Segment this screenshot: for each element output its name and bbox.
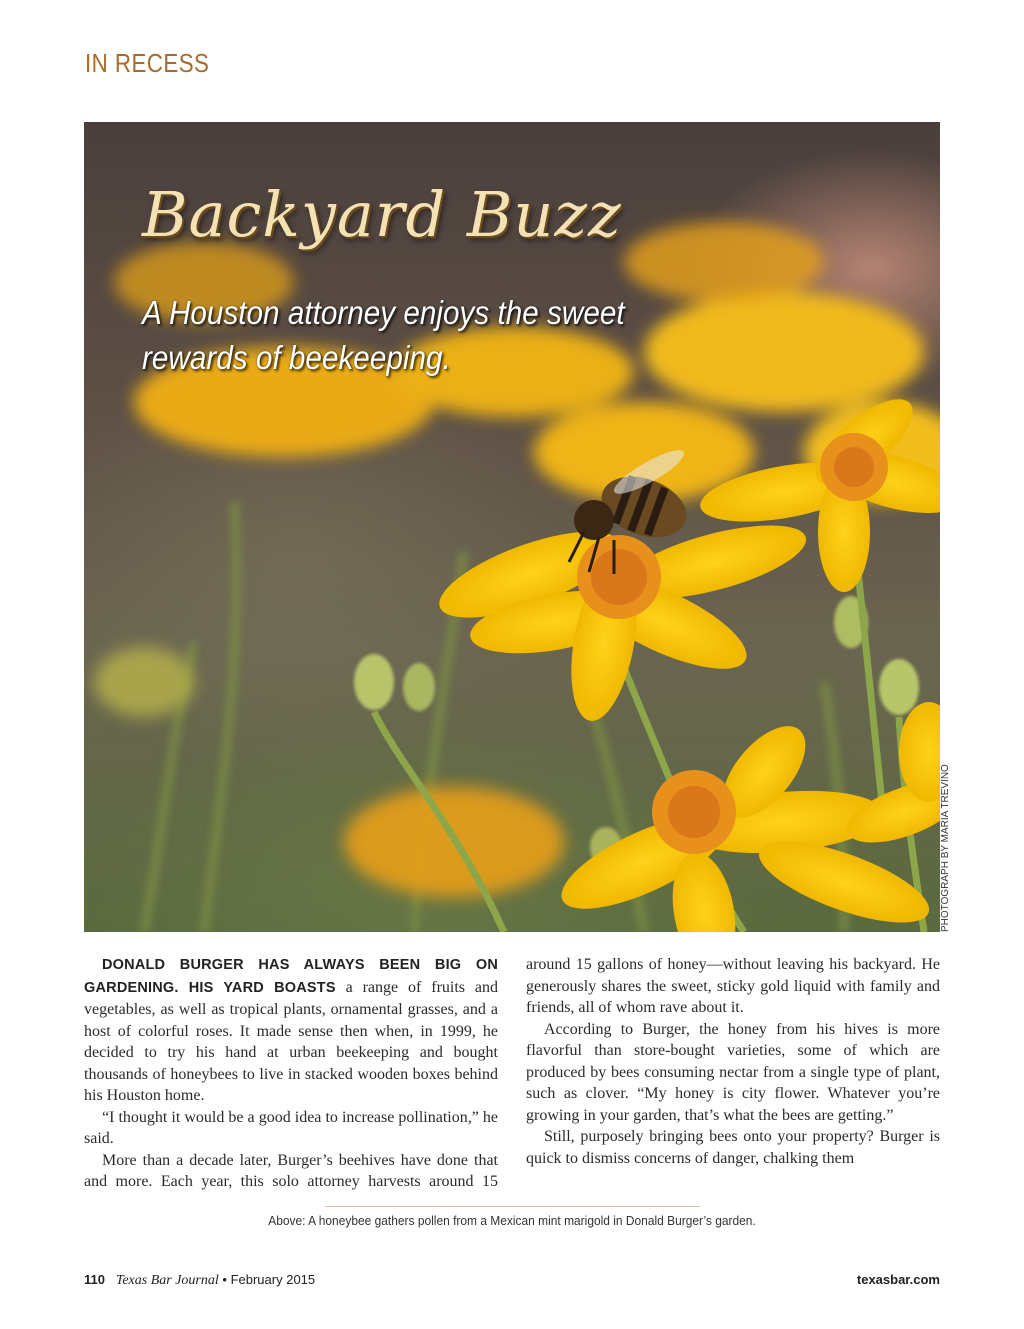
paragraph-4: According to Burger, the honey from his hives is more flavorful than store-bought varieties, some of which are produced by bees consuming nectar from a single type of plant, such as clover. “My honey is city flower. Whatever you’re growing in your garden, that’s what the bees are getting.” [526, 1020, 940, 1124]
paragraph-2: “I thought it would be a good idea to increase pollination,” he said. [84, 1108, 498, 1147]
hero-photo [84, 122, 940, 932]
section-label: IN RECESS [85, 48, 210, 78]
issue-date: February 2015 [230, 1272, 316, 1287]
footer-left [84, 1272, 315, 1289]
journal-name: Texas Bar Journal [115, 1273, 219, 1288]
caption-divider [325, 1206, 700, 1207]
paragraph-1-text: a range of fruits and vegetables, as well as tropical plants, ornamental grasses, and a host of colorful roses. It made sense then when, in 1999, he decided to try his hand at urban beekeeping and bought thousands of honeybees to live in stacked wooden boxes behind his Houston home. [84, 978, 499, 1104]
paragraph-3 [84, 1150, 498, 1193]
lead-in: DONALD BURGER HAS ALWAYS BEEN BIG ON GARDENING. HIS YARD BOASTS [84, 957, 498, 996]
footer-separator: • [222, 1272, 227, 1287]
article-column-left [84, 954, 498, 1193]
site-link[interactable]: texasbar.com [856, 1272, 940, 1287]
hero-subtitle: A Houston attorney enjoys the sweet rewards of beekeeping. [142, 294, 625, 376]
page-number: 110 [84, 1272, 105, 1287]
photo-caption: Above: A honeybee gathers pollen from a Mexican mint marigold in Donald Burger’s garden. [268, 1213, 756, 1228]
hero-title: Backyard Buzz [142, 178, 622, 251]
paragraph-3-text: More than a decade later, Burger’s beehives have done that and more. Each year, this solo attorney harvests around 15 [84, 1151, 498, 1190]
photo-credit: PHOTOGRAPH BY MARIA TREVINO [940, 764, 951, 932]
article-column-right [526, 954, 940, 1169]
paragraph-1 [84, 954, 498, 1107]
paragraph-3-continued: around 15 gallons of honey—without leaving his backyard. He generously shares the sweet, sticky gold liquid with family and friends, all of whom rave about it. [526, 956, 940, 1016]
paragraph-5: Still, purposely bringing bees onto your property? Burger is quick to dismiss concerns of danger, chalking them [526, 1128, 940, 1167]
